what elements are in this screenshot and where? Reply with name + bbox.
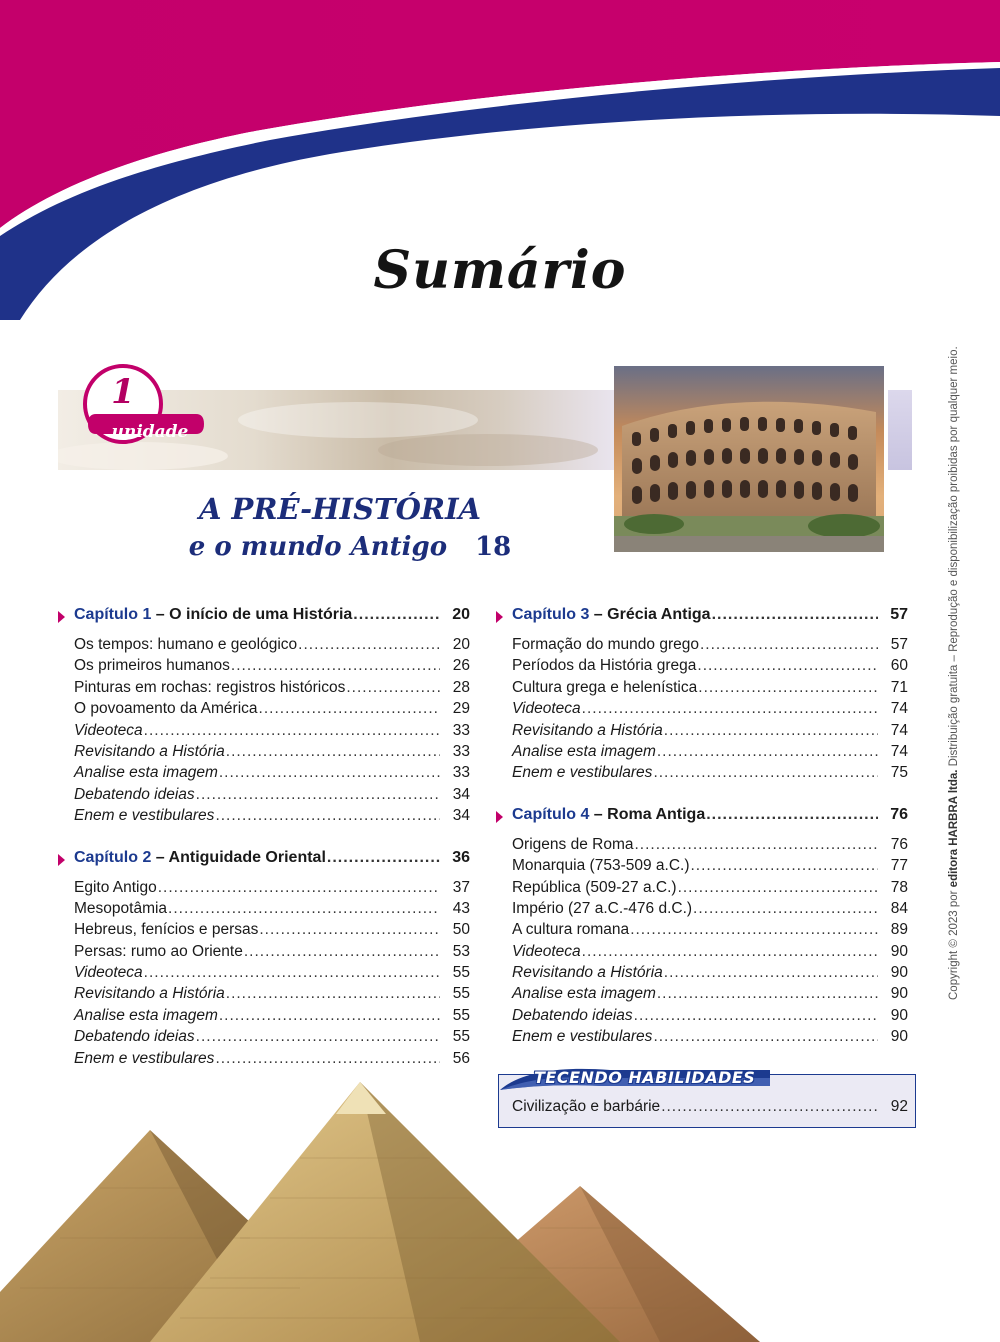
dot-leader <box>697 657 878 675</box>
entry-label: Analise esta imagem <box>512 742 656 760</box>
toc-entry[interactable] <box>74 943 470 964</box>
toc-entry[interactable] <box>512 1007 908 1028</box>
dot-leader <box>259 921 440 939</box>
unit-title <box>150 490 530 566</box>
entry-label: Enem e vestibulares <box>512 764 653 782</box>
copyright-publisher: editora HARBRA ltda. <box>948 769 960 888</box>
entry-page: 71 <box>890 678 908 696</box>
unit-title-line1: A PRÉ-HISTÓRIA <box>198 492 482 526</box>
toc-entry[interactable] <box>74 807 470 828</box>
dot-leader <box>582 700 878 718</box>
entry-page: 28 <box>452 678 470 696</box>
entry-page: 76 <box>890 835 908 853</box>
entry-page: 55 <box>452 1028 470 1046</box>
dot-leader <box>244 943 440 961</box>
toc-entry[interactable] <box>74 900 470 921</box>
entry-page: 29 <box>452 700 470 718</box>
dot-leader <box>259 700 440 718</box>
unit-number: 1 <box>111 372 135 412</box>
toc-entry[interactable] <box>512 743 908 764</box>
toc-entry[interactable] <box>512 943 908 964</box>
entry-label: República (509-27 a.C.) <box>512 878 677 896</box>
entry-page: 57 <box>890 636 908 653</box>
page-title: Sumário <box>373 240 627 301</box>
entry-label: Civilização e barbárie <box>512 1098 661 1115</box>
entry-page: 78 <box>890 878 908 896</box>
dot-leader <box>653 1028 878 1046</box>
toc-entry[interactable] <box>512 964 908 985</box>
toc-entry[interactable] <box>512 722 908 743</box>
entry-page: 77 <box>890 857 908 875</box>
chapter-page: 36 <box>452 848 470 866</box>
entry-label: Revisitando a História <box>74 742 225 760</box>
entry-label: Revisitando a História <box>512 964 663 982</box>
entry-page: 90 <box>890 942 908 960</box>
entry-label: Mesopotâmia <box>74 899 168 917</box>
toc-entry[interactable] <box>512 636 908 657</box>
toc-entry[interactable] <box>74 679 470 700</box>
toc-entry[interactable] <box>74 743 470 764</box>
chapter-number: Capítulo 2 <box>74 848 152 866</box>
entry-page: 74 <box>890 742 908 760</box>
entry-page: 43 <box>452 899 470 917</box>
chapter-2-heading[interactable] <box>74 849 470 871</box>
dot-leader <box>144 964 440 982</box>
entry-label: Enem e vestibulares <box>74 1049 215 1067</box>
toc-entry[interactable] <box>74 985 470 1006</box>
dot-leader <box>582 943 878 961</box>
dot-leader <box>144 722 440 740</box>
dot-leader <box>215 1050 440 1068</box>
dot-leader <box>158 879 440 897</box>
chapter-number: Capítulo 3 <box>512 606 590 623</box>
unit-page-number: 18 <box>475 532 512 562</box>
entry-page: 89 <box>890 921 908 939</box>
entry-label: Debatendo ideias <box>512 1006 633 1024</box>
toc-entry[interactable] <box>74 1007 470 1028</box>
dot-leader <box>700 636 878 654</box>
dot-leader <box>664 964 878 982</box>
entry-page: 74 <box>890 700 908 718</box>
chapter-title: Capítulo 2 – Antiguidade Oriental <box>74 848 326 866</box>
chapter-4-heading[interactable] <box>512 806 908 828</box>
entry-label: Persas: rumo ao Oriente <box>74 942 243 960</box>
chapter-marker-icon <box>58 611 65 623</box>
toc-entry[interactable] <box>74 636 470 657</box>
entry-label: Videoteca <box>512 942 581 960</box>
toc-entry[interactable] <box>74 722 470 743</box>
entry-label: Debatendo ideias <box>74 785 195 803</box>
dot-leader <box>712 606 878 624</box>
chapter-name: Roma Antiga <box>607 805 706 823</box>
entry-label: Pinturas em rochas: registros históricos <box>74 678 346 696</box>
unit-band-end <box>888 390 912 470</box>
entry-label: Os primeiros humanos <box>74 657 230 675</box>
toc-entry[interactable] <box>512 836 908 857</box>
copyright-suffix: Distribuição gratuita – Reprodução e disponibilização proibidas por qualquer meio. <box>948 346 960 770</box>
toc-entry[interactable] <box>74 964 470 985</box>
entry-label: Formação do mundo grego <box>512 636 699 653</box>
chapter-name: O início de uma História <box>169 606 353 623</box>
entry-page: 33 <box>452 764 470 782</box>
entry-label: Analise esta imagem <box>512 985 656 1003</box>
toc-entry[interactable] <box>512 679 908 700</box>
dot-leader <box>346 679 440 697</box>
entry-label: Revisitando a História <box>74 985 225 1003</box>
chapter-title: Capítulo 4 – Roma Antiga <box>512 805 706 823</box>
dot-leader <box>657 743 878 761</box>
pyramids-photo <box>0 1078 1000 1342</box>
dot-leader <box>226 743 440 761</box>
dot-leader <box>678 879 878 897</box>
chapter-title: Capítulo 1 – O início de uma História <box>74 606 353 623</box>
entry-page: 90 <box>890 1006 908 1024</box>
entry-page: 60 <box>890 657 908 675</box>
entry-page: 34 <box>452 785 470 803</box>
toc-right-column <box>512 606 908 1050</box>
chapter-marker-icon <box>496 611 503 623</box>
toc-entry[interactable] <box>74 657 470 678</box>
entry-label: Enem e vestibulares <box>512 1028 653 1046</box>
chapter-number: Capítulo 4 <box>512 805 590 823</box>
chapter-page: 20 <box>452 606 470 623</box>
dot-leader <box>657 985 878 1003</box>
entry-label: Os tempos: humano e geológico <box>74 636 298 653</box>
entry-page: 75 <box>890 764 908 782</box>
toc-entry[interactable] <box>512 700 908 721</box>
entry-page: 34 <box>452 807 470 825</box>
dot-leader <box>226 985 440 1003</box>
entry-label: A cultura romana <box>512 921 630 939</box>
toc-entry[interactable] <box>74 879 470 900</box>
entry-label: Origens de Roma <box>512 835 634 853</box>
dot-leader <box>691 857 879 875</box>
dot-leader <box>231 657 440 675</box>
entry-label: Analise esta imagem <box>74 764 218 782</box>
toc-entry[interactable] <box>74 786 470 807</box>
entry-page: 92 <box>890 1098 908 1115</box>
toc-entry[interactable] <box>74 921 470 942</box>
entry-page: 55 <box>452 964 470 982</box>
chapter-name: Antiguidade Oriental <box>168 848 326 866</box>
toc-entry[interactable] <box>512 857 908 878</box>
entry-label: Períodos da História grega <box>512 657 697 675</box>
entry-page: 33 <box>452 742 470 760</box>
toc-entry[interactable] <box>512 921 908 942</box>
dot-leader <box>298 636 440 654</box>
entry-label: Enem e vestibulares <box>74 807 215 825</box>
toc-entry[interactable] <box>512 879 908 900</box>
dot-leader <box>634 836 878 854</box>
entry-page: 84 <box>890 899 908 917</box>
chapter-number: Capítulo 1 <box>74 606 152 623</box>
toc-entry[interactable] <box>512 657 908 678</box>
entry-label: Monarquia (753-509 a.C.) <box>512 857 690 875</box>
dot-leader <box>215 807 440 825</box>
colosseum-photo <box>614 366 884 552</box>
copyright-prefix: Copyright © 2023 por <box>948 887 960 1000</box>
chapter-page: 76 <box>890 805 908 823</box>
dot-leader <box>327 849 440 867</box>
entry-page: 37 <box>452 878 470 896</box>
dot-leader <box>196 786 440 804</box>
dot-leader <box>353 606 440 624</box>
entry-label: Videoteca <box>512 700 581 718</box>
entry-page: 56 <box>452 1049 470 1067</box>
unit-label: unidade <box>111 422 189 442</box>
toc-entry[interactable] <box>512 900 908 921</box>
entry-label: Analise esta imagem <box>74 1006 218 1024</box>
toc-entry[interactable] <box>74 700 470 721</box>
entry-page: 74 <box>890 721 908 739</box>
copyright-notice <box>948 346 960 1000</box>
entry-page: 90 <box>890 964 908 982</box>
toc-entry[interactable] <box>74 1050 470 1071</box>
unit-title-line2: e o mundo Antigo <box>188 532 448 562</box>
entry-label: Hebreus, fenícios e persas <box>74 921 259 939</box>
entry-page: 53 <box>452 942 470 960</box>
dot-leader <box>219 1007 440 1025</box>
entry-label: Cultura grega e helenística <box>512 678 698 696</box>
entry-label: O povoamento da América <box>74 700 258 718</box>
entry-label: Debatendo ideias <box>74 1028 195 1046</box>
dot-leader <box>196 1028 440 1046</box>
entry-page: 33 <box>452 721 470 739</box>
entry-page: 90 <box>890 1028 908 1046</box>
toc-entry[interactable] <box>74 764 470 785</box>
entry-label: Videoteca <box>74 721 143 739</box>
toc-left-column <box>74 606 470 1071</box>
tecendo-title: TECENDO HABILIDADES <box>534 1068 756 1087</box>
chapter-page: 57 <box>890 606 908 623</box>
entry-label: Revisitando a História <box>512 721 663 739</box>
entry-page: 55 <box>452 985 470 1003</box>
entry-page: 26 <box>452 657 470 675</box>
toc-entry[interactable] <box>512 1028 908 1049</box>
dot-leader <box>693 900 878 918</box>
chapter-1-heading[interactable] <box>74 606 470 628</box>
entry-page: 50 <box>452 921 470 939</box>
unit-title-line2-wrap <box>150 528 530 566</box>
chapter-marker-icon <box>58 854 65 866</box>
entry-page: 55 <box>452 1006 470 1024</box>
dot-leader <box>634 1007 878 1025</box>
dot-leader <box>630 921 878 939</box>
toc-entry[interactable] <box>74 1028 470 1049</box>
chapter-marker-icon <box>496 811 503 823</box>
toc-entry[interactable] <box>512 985 908 1006</box>
entry-label: Império (27 a.C.-476 d.C.) <box>512 899 693 917</box>
chapter-name: Grécia Antiga <box>607 606 711 623</box>
entry-label: Egito Antigo <box>74 878 157 896</box>
toc-entry[interactable] <box>512 764 908 785</box>
dot-leader <box>698 679 878 697</box>
dot-leader <box>168 900 440 918</box>
entry-page: 20 <box>452 636 470 653</box>
chapter-title: Capítulo 3 – Grécia Antiga <box>512 606 711 623</box>
dot-leader <box>653 764 878 782</box>
entry-label: Videoteca <box>74 964 143 982</box>
entry-page: 90 <box>890 985 908 1003</box>
dot-leader <box>706 806 878 824</box>
dot-leader <box>219 764 440 782</box>
dot-leader <box>664 722 878 740</box>
chapter-3-heading[interactable] <box>512 606 908 628</box>
